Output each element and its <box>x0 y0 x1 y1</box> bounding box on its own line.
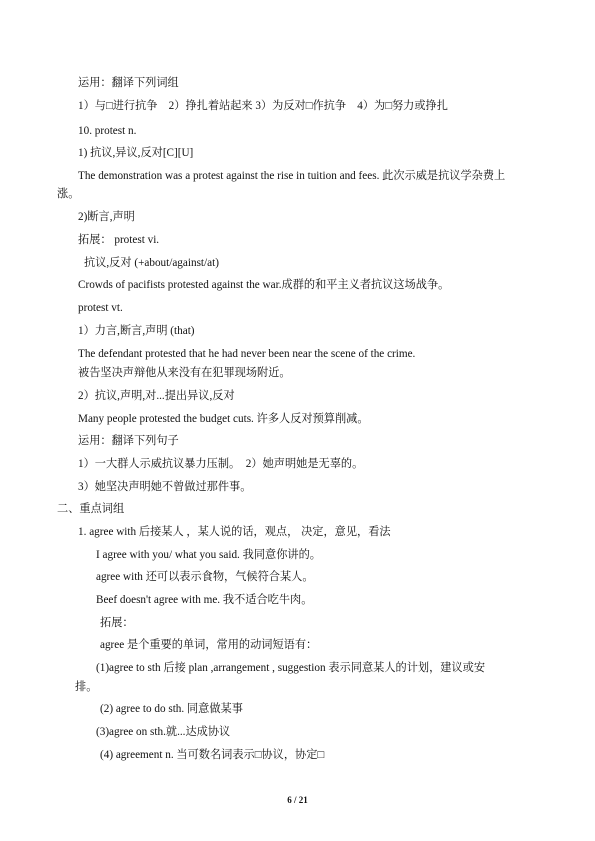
text-line: The demonstration was a protest against the rise in tuition and fees. 此次示威是抗议学杂费上 <box>78 170 506 182</box>
text-line: 1）力言,断言,声明 (that) <box>78 325 195 337</box>
text-line: 拓展： <box>100 617 134 629</box>
page-number: 6 / 21 <box>287 795 308 805</box>
text-line: 1) 抗议,异议,反对[C][U] <box>78 147 194 159</box>
text-line: (3)agree on sth.就...达成协议 <box>96 726 231 738</box>
text-line: 3）她坚决声明她不曾做过那件事。 <box>78 481 252 493</box>
text-line: 涨。 <box>57 188 80 200</box>
text-line: (1)agree to sth 后接 plan ,arrangement , suggestion 表示同意某人的计划，建议或安 <box>96 662 486 674</box>
text-line: 2)断言,声明 <box>78 211 135 223</box>
text-line: Beef doesn't agree with me. 我不适合吃牛肉。 <box>96 594 313 606</box>
text-line: 排。 <box>75 681 98 693</box>
text-line: 10. protest n. <box>78 125 137 137</box>
text-line: 被告坚决声辩他从来没有在犯罪现场附近。 <box>78 367 291 379</box>
text-line: Many people protested the budget cuts. 许多人反对预算削减。 <box>78 413 369 425</box>
text-line: Crowds of pacifists protested against the war.成群的和平主义者抗议这场战争。 <box>78 279 450 291</box>
text-line: 1）与□进行抗争 2）挣扎着站起来 3）为反对□作抗争 4）为□努力或挣扎 <box>78 100 448 112</box>
text-line: (4) agreement n. 当可数名词表示□协议，协定□ <box>100 749 325 761</box>
text-line: (2) agree to do sth. 同意做某事 <box>100 703 243 715</box>
text-line: agree with 还可以表示食物，气候符合某人。 <box>96 571 314 583</box>
text-line: 抗议,反对 (+about/against/at) <box>84 257 219 269</box>
section-heading: 二、重点词组 <box>57 503 125 515</box>
text-line: 1）一大群人示威抗议暴力压制。 2）她声明她是无辜的。 <box>78 458 364 470</box>
text-line: 1. agree with 后接某人 ，某人说的话，观点， 决定，意见，看法 <box>78 526 391 538</box>
text-line: protest vt. <box>78 302 123 314</box>
text-line: The defendant protested that he had never been near the scene of the crime. <box>78 348 416 360</box>
text-line: 2）抗议,声明,对...提出异议,反对 <box>78 390 235 402</box>
text-line: agree 是个重要的单词，常用的动词短语有： <box>100 639 318 651</box>
text-line: 拓展： protest vi. <box>78 234 160 246</box>
text-line: 运用：翻译下列句子 <box>78 435 179 447</box>
text-line: 运用：翻译下列词组 <box>78 77 179 89</box>
text-line: I agree with you/ what you said. 我同意你讲的。 <box>96 549 321 561</box>
